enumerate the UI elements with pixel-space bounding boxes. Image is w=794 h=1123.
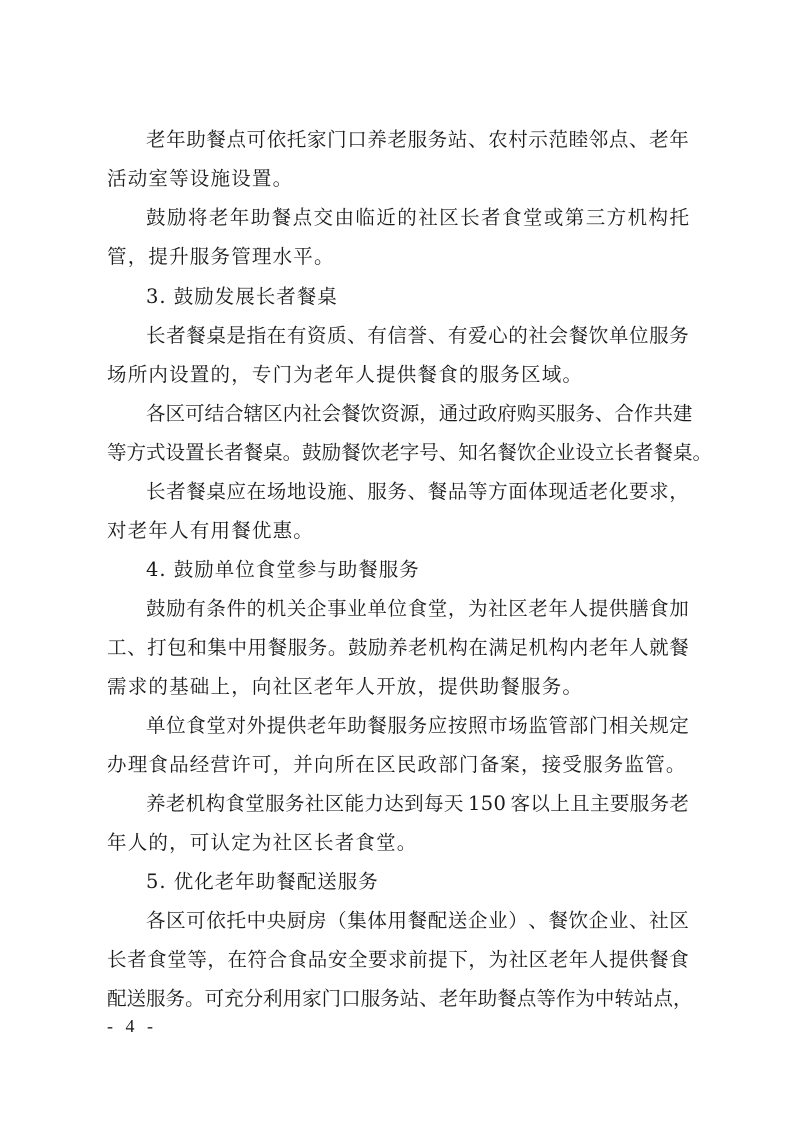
paragraph-line: 长 者 餐 桌 应 在 场 地 设 施 、 服 务 、 餐 品 等 方 面 体 现 适 老 化 要 求 ， — [146, 480, 689, 503]
paragraph-line: 需求的基础上，向社区老年人开放，提供助餐服务。 — [107, 675, 584, 698]
paragraph-line: 单 位 食 堂 对 外 提 供 老 年 助 餐 服 务 应 按 照 市 场 监 管 部 门 相 关 规 定 — [146, 714, 689, 737]
paragraph-line: 场所内设置的，专门为老年人提供餐食的服务区域。 — [107, 363, 584, 386]
section-heading: 3. 鼓励发展长者餐桌 — [146, 285, 338, 308]
paragraph-line: 养 老 机 构 食 堂 服 务 社 区 能 力 达 到 每 天 1 5 0 客 以 上 且 主 要 服 务 老 — [146, 792, 689, 815]
section-heading: 4. 鼓励单位食堂参与助餐服务 — [146, 558, 420, 581]
paragraph-line: 管，提升服务管理水平。 — [107, 245, 335, 268]
paragraph-line: 年人的，可认定为社区长者食堂。 — [107, 831, 418, 854]
paragraph-line: 各 区 可 结 合 辖 区 内 社 会 餐 饮 资 源 ， 通 过 政 府 购 买 服 务 、 合 作 共 建 — [146, 402, 693, 425]
section-heading: 5. 优化老年助餐配送服务 — [146, 870, 379, 893]
paragraph-line: 等 方 式 设 置 长 者 餐 桌 。 鼓 励 餐 饮 老 字 号 、 知 名 餐 饮 企 业 设 立 长 者 餐 桌 。 — [107, 441, 712, 464]
page-number: - 4 - — [107, 1016, 157, 1036]
paragraph-line: 工 、 打 包 和 集 中 用 餐 服 务 。 鼓 励 养 老 机 构 在 满 足 机 构 内 老 年 人 就 餐 — [107, 636, 689, 659]
paragraph-line: 长 者 食 堂 等 ， 在 符 合 食 品 安 全 要 求 前 提 下 ， 为 社 区 老 年 人 提 供 餐 食 — [107, 948, 689, 971]
paragraph-line: 各 区 可 依 托 中 央 厨 房 （ 集 体 用 餐 配 送 企 业 ） 、 餐 饮 企 业 、 社 区 — [146, 909, 689, 932]
paragraph-line: 老 年 助 餐 点 可 依 托 家 门 口 养 老 服 务 站 、 农 村 示 范 睦 邻 点 、 老 年 — [146, 128, 689, 151]
paragraph-line: 鼓 励 有 条 件 的 机 关 企 事 业 单 位 食 堂 ， 为 社 区 老 年 人 提 供 膳 食 加 — [146, 597, 689, 620]
paragraph-line: 鼓 励 将 老 年 助 餐 点 交 由 临 近 的 社 区 长 者 食 堂 或 第 三 方 机 构 托 — [146, 206, 689, 229]
paragraph-line: 对老年人有用餐优惠。 — [107, 519, 315, 542]
paragraph-line: 配 送 服 务 。 可 充 分 利 用 家 门 口 服 务 站 、 老 年 助 餐 点 等 作 为 中 转 站 点 ， — [107, 987, 693, 1010]
paragraph-line: 办理食品经营许可，并向所在区民政部门备案，接受服务监管。 — [107, 753, 687, 776]
paragraph-line: 长 者 餐 桌 是 指 在 有 资 质 、 有 信 誉 、 有 爱 心 的 社 会 餐 饮 单 位 服 务 — [146, 324, 689, 347]
paragraph-line: 活动室等设施设置。 — [107, 167, 294, 190]
